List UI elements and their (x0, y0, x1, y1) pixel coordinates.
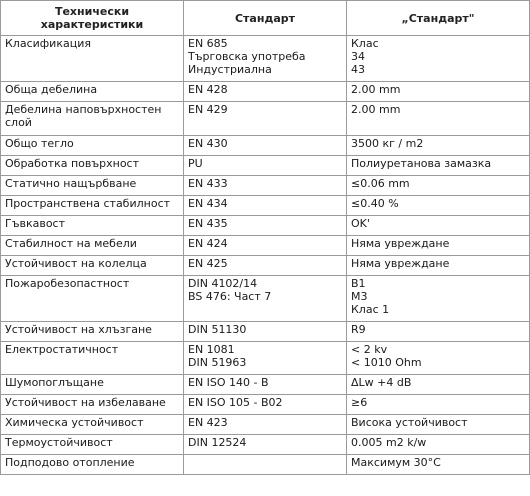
standard-cell-line: EN 424 (188, 237, 228, 250)
standard-cell-line: EN 428 (188, 83, 228, 96)
standard-cell-line: Индустриална (188, 63, 272, 76)
value-cell-line: 43 (351, 63, 365, 76)
value-cell (347, 256, 530, 276)
characteristic-name: Подподово отопление (1, 455, 184, 475)
characteristic-name: Стабилност на мебели (1, 236, 184, 256)
value-cell-line: 0.005 m2 k/w (351, 436, 427, 449)
standard-cell (184, 322, 347, 342)
value-cell-line: M3 (351, 290, 368, 303)
value-cell-line: Клас 1 (351, 303, 390, 316)
characteristic-name: Химическа устойчивост (1, 415, 184, 435)
value-cell-line: < 2 kv (351, 343, 388, 356)
value-cell (347, 415, 530, 435)
standard-cell-line: EN ISO 105 - B02 (188, 396, 283, 409)
table-row (1, 455, 530, 475)
characteristic-name: Общо тегло (1, 136, 184, 156)
value-cell (347, 435, 530, 455)
standard-cell (184, 276, 347, 322)
value-cell-line: Няма увреждане (351, 257, 450, 270)
table-row (1, 375, 530, 395)
value-cell (347, 375, 530, 395)
standard-cell (184, 102, 347, 136)
value-cell (347, 322, 530, 342)
standard-cell (184, 196, 347, 216)
table-row (1, 435, 530, 455)
standard-cell-line: PU (188, 157, 203, 170)
table-row (1, 176, 530, 196)
table-row (1, 276, 530, 322)
header-row (1, 1, 530, 36)
characteristic-name: Шумопоглъщане (1, 375, 184, 395)
value-cell (347, 216, 530, 236)
characteristic-name: Гъвкавост (1, 216, 184, 236)
standard-cell-line: EN 430 (188, 137, 228, 150)
header-value: „Стандарт" (347, 1, 530, 36)
standard-cell (184, 156, 347, 176)
table-row (1, 136, 530, 156)
value-cell (347, 156, 530, 176)
table-row (1, 395, 530, 415)
standard-cell-line: EN 425 (188, 257, 228, 270)
characteristic-name: Дебелина наповърхностен слой (1, 102, 184, 136)
characteristic-name: Пожаробезопастност (1, 276, 184, 322)
characteristic-name: Класификация (1, 36, 184, 82)
characteristic-name: Обработка повърхност (1, 156, 184, 176)
standard-cell-line: DIN 4102/14 (188, 277, 258, 290)
characteristic-name: Обща дебелина (1, 82, 184, 102)
value-cell-line: 2.00 mm (351, 83, 401, 96)
value-cell (347, 82, 530, 102)
value-cell-line: < 1010 Ohm (351, 356, 422, 369)
standard-cell-line: EN 435 (188, 217, 228, 230)
standard-cell-line: BS 476: Част 7 (188, 290, 272, 303)
standard-cell-line: EN 434 (188, 197, 228, 210)
table-row (1, 322, 530, 342)
value-cell (347, 395, 530, 415)
table-body (1, 36, 530, 475)
characteristic-name: Устойчивост на избелаване (1, 395, 184, 415)
table-row (1, 36, 530, 82)
characteristic-name: Статично нащърбване (1, 176, 184, 196)
table-row (1, 82, 530, 102)
value-cell-line: 2.00 mm (351, 103, 401, 116)
table-row (1, 102, 530, 136)
value-cell (347, 136, 530, 156)
standard-cell (184, 375, 347, 395)
header-characteristics: Технически характеристики (1, 1, 184, 36)
characteristic-name: Пространствена стабилност (1, 196, 184, 216)
value-cell (347, 176, 530, 196)
value-cell-line: Няма увреждане (351, 237, 450, 250)
standard-cell-line: Търговска употреба (188, 50, 306, 63)
value-cell (347, 196, 530, 216)
characteristic-name: Термоустойчивост (1, 435, 184, 455)
value-cell-line: ΔLw +4 dB (351, 376, 412, 389)
standard-cell (184, 236, 347, 256)
value-cell (347, 236, 530, 256)
value-cell-line: B1 (351, 277, 366, 290)
value-cell-line: Полиуретанова замазка (351, 157, 492, 170)
value-cell (347, 102, 530, 136)
standard-cell-line: EN 433 (188, 177, 228, 190)
value-cell (347, 342, 530, 375)
standard-cell (184, 256, 347, 276)
value-cell-line: ≤0.40 % (351, 197, 399, 210)
standard-cell (184, 82, 347, 102)
value-cell-line: 3500 кг / m2 (351, 137, 424, 150)
value-cell-line: ≥6 (351, 396, 368, 409)
standard-cell-line: EN 429 (188, 103, 228, 116)
characteristic-name: Устойчивост на хлъзгане (1, 322, 184, 342)
value-cell-line: R9 (351, 323, 366, 336)
value-cell (347, 36, 530, 82)
table-row (1, 342, 530, 375)
standard-cell-line: EN 423 (188, 416, 228, 429)
standard-cell (184, 415, 347, 435)
value-cell (347, 276, 530, 322)
value-cell-line: 34 (351, 50, 365, 63)
standard-cell-line: EN 685 (188, 37, 228, 50)
value-cell-line: Клас (351, 37, 379, 50)
value-cell-line: OK' (351, 217, 370, 230)
standard-cell (184, 136, 347, 156)
standard-cell (184, 435, 347, 455)
characteristic-name: Устойчивост на колелца (1, 256, 184, 276)
standard-cell (184, 342, 347, 375)
standard-cell-line: DIN 12524 (188, 436, 247, 449)
standard-cell (184, 216, 347, 236)
header-standard: Стандарт (184, 1, 347, 36)
table-row (1, 256, 530, 276)
value-cell-line: Висока устойчивост (351, 416, 468, 429)
table-row (1, 196, 530, 216)
standard-cell-line: EN 1081 (188, 343, 235, 356)
standard-cell-line: EN ISO 140 - B (188, 376, 269, 389)
value-cell-line: ≤0.06 mm (351, 177, 410, 190)
table-row (1, 216, 530, 236)
table-row (1, 236, 530, 256)
standard-cell (184, 36, 347, 82)
value-cell-line: Максимум 30°C (351, 456, 441, 469)
standard-cell-line: DIN 51963 (188, 356, 247, 369)
standard-cell (184, 395, 347, 415)
standard-cell (184, 455, 347, 475)
table-row (1, 156, 530, 176)
characteristic-name: Електростатичност (1, 342, 184, 375)
standard-cell (184, 176, 347, 196)
table-row (1, 415, 530, 435)
standard-cell-line: DIN 51130 (188, 323, 247, 336)
value-cell (347, 455, 530, 475)
